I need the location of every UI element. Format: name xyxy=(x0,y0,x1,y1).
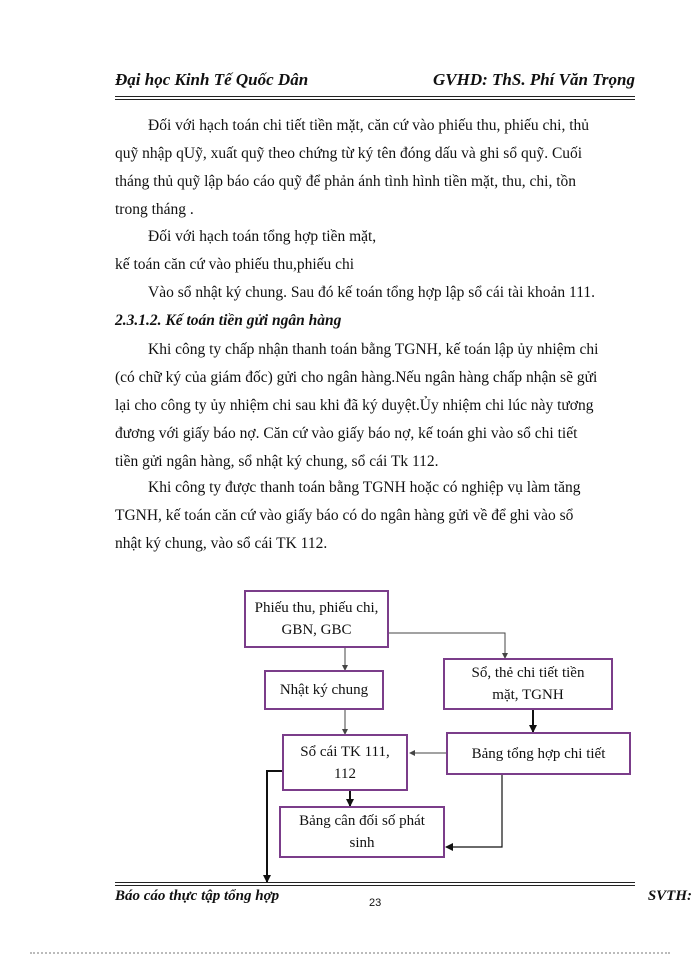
footer-rule xyxy=(115,882,635,883)
box-balance-line2: sinh xyxy=(349,835,375,851)
header-supervisor: GVHD: ThS. Phí Văn Trọng xyxy=(433,70,635,89)
para5-line2: TGNH, kế toán căn cứ vào giấy báo có do ngân hàng gửi về để ghi vào sổ xyxy=(115,507,574,524)
box-receipts-vouchers xyxy=(244,590,389,648)
section-heading: 2.3.1.2. Kế toán tiền gửi ngân hàng xyxy=(115,312,342,329)
para3-line1: Vào sổ nhật ký chung. Sau đó kế toán tổng hợp lập sổ cái tài khoản 111. xyxy=(148,284,595,301)
box-journal-label: Nhật ký chung xyxy=(279,682,369,698)
arrow-summary-to-balance xyxy=(446,775,502,847)
para5-line1: Khi công ty được thanh toán bằng TGNH hoặc có nghiệp vụ làm tăng xyxy=(148,479,581,496)
para2-line1: Đối với hạch toán tổng hợp tiền mặt, xyxy=(148,228,377,245)
para4-line2: (có chữ ký của giám đốc) gửi cho ngân hàng.Nếu ngân hàng chấp nhận sẽ gửi xyxy=(115,369,598,386)
para4-line5: tiền gửi ngân hàng, sổ nhật ký chung, sổ cái Tk 112. xyxy=(115,453,439,470)
para4-line3: lại cho công ty ủy nhiệm chi sau khi đã ký duyệt.Ủy nhiệm chi lúc này tương xyxy=(115,397,594,414)
para1-line4: trong tháng . xyxy=(115,201,194,218)
box-ledger xyxy=(282,734,408,791)
bottom-dotted-rule xyxy=(30,952,670,954)
box-summary-detail xyxy=(446,732,631,775)
para4-line4: đương với giấy báo nợ. Căn cứ vào giấy báo nợ, kế toán ghi vào sổ chi tiết xyxy=(115,425,578,442)
footer-student: SVTH: xyxy=(647,888,692,904)
box-ledger-line2: 112 xyxy=(334,765,356,782)
box-summary-label: Bảng tổng hợp chi tiết xyxy=(471,745,606,762)
box-receipts-line2: GBN, GBC xyxy=(281,622,352,638)
box-trial-balance xyxy=(279,806,445,858)
footer-report-title: Báo cáo thực tập tổng hợp xyxy=(115,888,280,904)
box-detail-line2: mặt, TGNH xyxy=(492,687,564,703)
para1-line3: tháng thủ quỹ lập báo cáo quỹ để phản ánh tình hình tiền mặt, thu, chi, tồn xyxy=(115,173,577,190)
header-university: Đại học Kinh Tế Quốc Dân xyxy=(115,70,309,89)
box-balance-line1: Bảng cân đối số phát xyxy=(299,813,425,829)
page-number: 23 xyxy=(369,897,382,909)
box-detail-line1: Sổ, thẻ chi tiết tiền xyxy=(471,665,585,681)
box-ledger-line1: Sổ cái TK 111, xyxy=(300,743,390,760)
footer-rule-2 xyxy=(115,885,635,886)
box-general-journal xyxy=(264,670,384,710)
para2-line2: kế toán căn cứ vào phiếu thu,phiếu chi xyxy=(115,256,355,273)
arrow-source-to-detail xyxy=(387,633,505,658)
para4-line1: Khi công ty chấp nhận thanh toán bằng TGNH, kế toán lập ủy nhiệm chi xyxy=(148,341,599,358)
para1-line1: Đối với hạch toán chi tiết tiền mặt, căn cứ vào phiếu thu, phiếu chi, thủ xyxy=(148,117,590,134)
para1-line2: quỹ nhập qUỹ, xuất quỹ theo chứng từ ký tên đóng dấu và ghi sổ quỹ. Cuối xyxy=(115,145,583,162)
para5-line3: nhật ký chung, vào sổ cái TK 112. xyxy=(115,535,328,552)
box-receipts-line1: Phiếu thu, phiếu chi, xyxy=(254,600,379,616)
box-detail-books xyxy=(443,658,613,710)
